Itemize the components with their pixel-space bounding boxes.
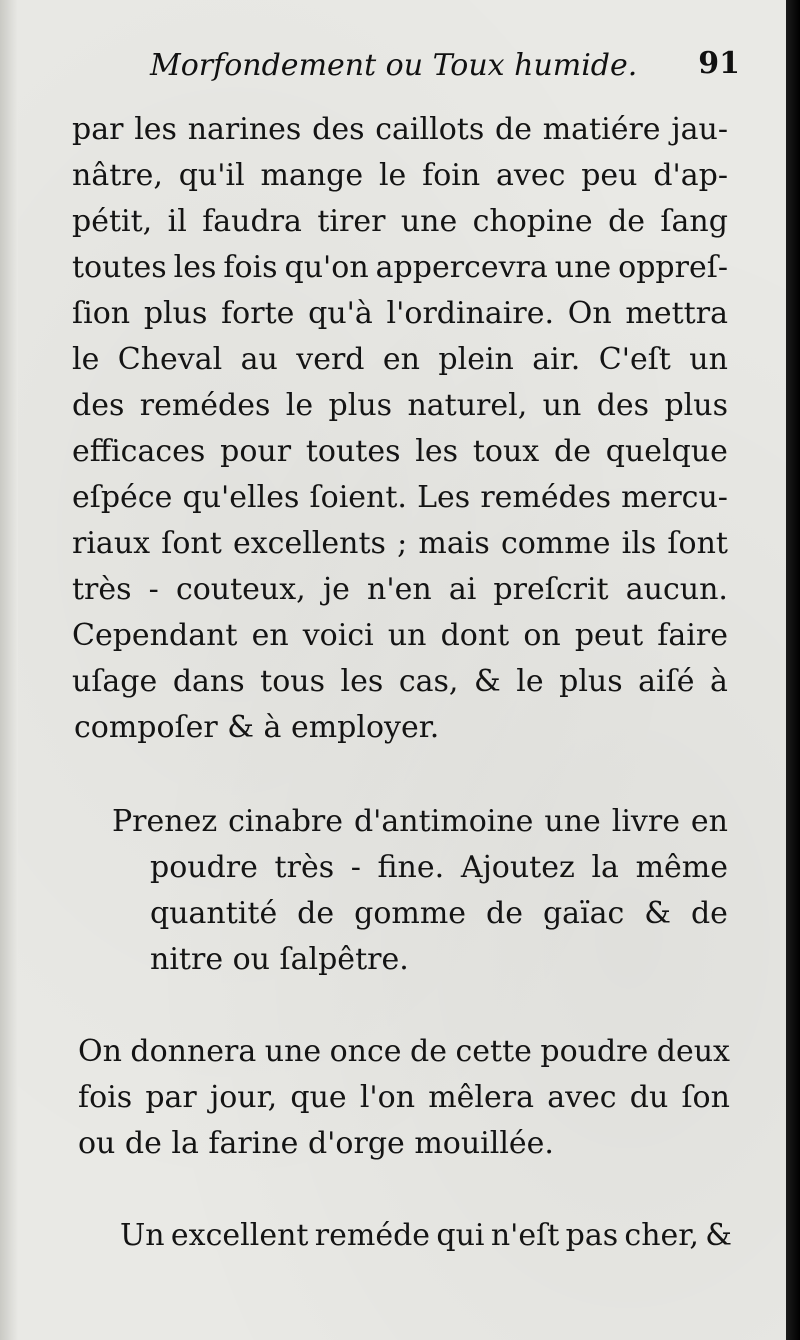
recipe-line: quantité de gomme de gaïac & de	[150, 896, 728, 931]
text-line: toutes les fois qu'on appercevra une oppreſ-	[72, 250, 728, 285]
text-line: Un excellent reméde qui n'eſt pas cher, &	[120, 1218, 732, 1253]
text-line: nâtre, qu'il mange le foin avec peu d'ap-	[72, 158, 728, 193]
text-line: fois par jour, que l'on mêlera avec du ſon	[78, 1080, 730, 1115]
text-line: des remédes le plus naturel, un des plus	[72, 388, 728, 423]
page-header	[150, 48, 740, 92]
text-line: par les narines des caillots de matiére jau-	[72, 112, 728, 147]
recipe-line-last: nitre ou ſalpêtre.	[150, 942, 409, 977]
text-line: très - couteux, je n'en ai preſcrit aucun.	[72, 572, 728, 607]
recipe-line: poudre très - fine. Ajoutez la même	[150, 850, 728, 885]
text-line: Cependant en voici un dont on peut faire	[72, 618, 728, 653]
running-title: Morfondement ou Toux humide.	[150, 48, 638, 83]
text-line: pétit, il faudra tirer une chopine de ſang	[72, 204, 728, 239]
page-edge-shadow	[786, 0, 800, 1340]
text-line-last: ou de la farine d'orge mouillée.	[78, 1126, 554, 1161]
text-line: ſion plus forte qu'à l'ordinaire. On mettra	[72, 296, 728, 331]
text-line: efficaces pour toutes les toux de quelque	[72, 434, 728, 469]
text-line: eſpéce qu'elles ſoient. Les remédes mercu-	[72, 480, 728, 515]
text-line: le Cheval au verd en plein air. C'eſt un	[72, 342, 728, 377]
text-line: uſage dans tous les cas, & le plus aiſé à	[72, 664, 728, 699]
text-line: riaux ſont excellents ; mais comme ils ſont	[72, 526, 728, 561]
text-line: On donnera une once de cette poudre deux	[78, 1034, 730, 1069]
recipe-line: Prenez cinabre d'antimoine une livre en	[112, 804, 728, 839]
page-number: 91	[698, 46, 740, 81]
text-line-last: compoſer & à employer.	[74, 710, 440, 745]
page-gutter	[0, 0, 18, 1340]
